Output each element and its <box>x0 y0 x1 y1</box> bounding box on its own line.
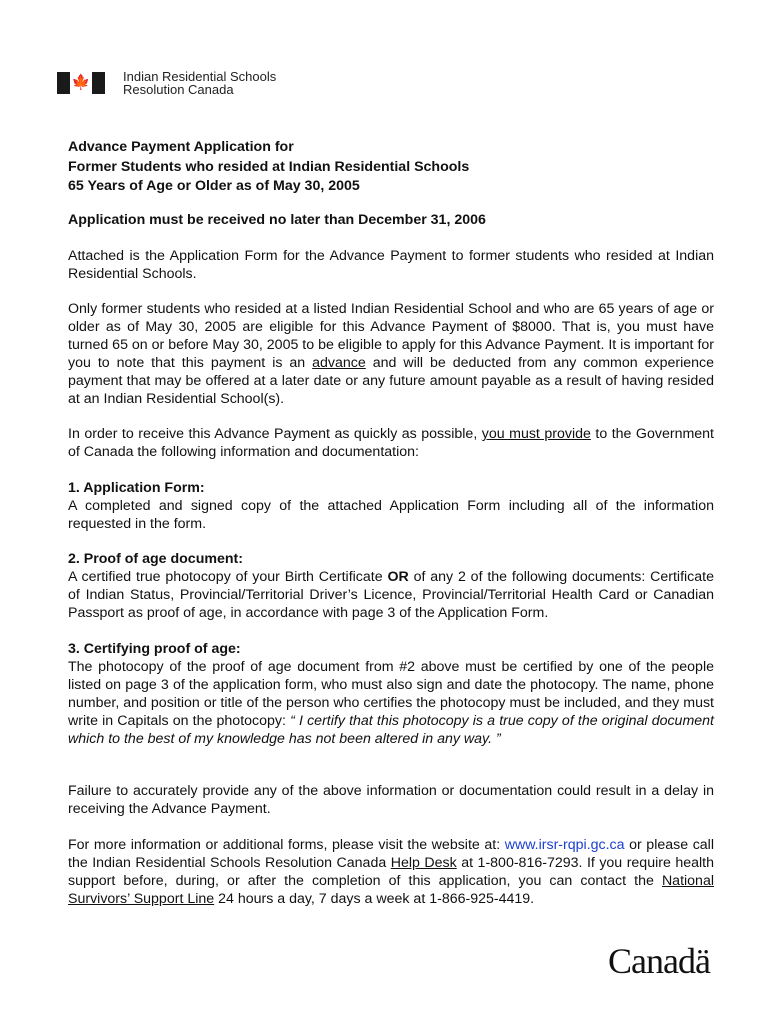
item-application-form <box>68 479 714 533</box>
support-line-label: National Survivors’ Support Line <box>68 873 714 907</box>
item-text <box>68 658 714 748</box>
text: at 1-800-816-7293. If you require health support before, during, or after the completion of this application, you can contact the <box>68 855 714 889</box>
text: and will be deducted from any common experience payment that may be offered at a later date or any future amount payable as a result of having resided at an Indian Residential School(s). <box>68 355 714 407</box>
text: A certified true photocopy of your Birth Certificate <box>68 569 388 585</box>
deadline-notice: Application must be received no later than December 31, 2006 <box>68 212 486 228</box>
eligibility-paragraph <box>68 300 714 408</box>
certification-statement: “ I certify that this photocopy is a true copy of the original document which to the best of my knowledge has not been altered in any way. ” <box>68 713 714 747</box>
failure-notice: Failure to accurately provide any of the above information or documentation could result in a delay in receiving the Advance Payment. <box>68 783 714 817</box>
item-heading: 3. Certifying proof of age: <box>68 641 241 657</box>
item-text <box>68 568 714 622</box>
text: Only former students who resided at a listed Indian Residential School and who are 65 years of age or older as of May 30, 2005 are eligible for this Advance Payment of $8000. That is, you must have turned 65 on or before May 30, 2005 to be eligible to apply for this Advance Payment. It is important for you to note that this payment is an <box>68 301 714 371</box>
item-text: A completed and signed copy of the attached Application Form including all of the information requested in the form. <box>68 498 714 532</box>
text: to the Government of Canada the following information and documentation: <box>68 426 715 460</box>
document-title <box>68 138 714 195</box>
org-name-line2: Resolution Canada <box>123 82 234 97</box>
help-desk-label: Help Desk <box>390 855 457 871</box>
text: The photocopy of the proof of age document from #2 above must be certified by one of the people listed on page 3 of the application form, who must also sign and date the photocopy. The name, phone number, and position or title of the person who certifies the photocopy must be included, and they must write in Capitals on the photocopy: <box>68 659 714 729</box>
title-line1: Advance Payment Application for <box>68 139 294 155</box>
advance-emphasis: advance <box>312 355 366 371</box>
text: 24 hours a day, 7 days a week at 1-866-925-4419. <box>214 891 535 907</box>
contact-paragraph <box>68 836 714 908</box>
text: or please call the Indian Residential Schools Resolution Canada <box>68 837 714 871</box>
canada-flag-icon: 🍁 <box>57 72 105 94</box>
intro-paragraph: Attached is the Application Form for the Advance Payment to former students who resided at Indian Residential Schools. <box>68 248 714 282</box>
or-emphasis: OR <box>387 569 409 585</box>
text: In order to receive this Advance Payment as quickly as possible, <box>68 426 482 442</box>
title-line3: 65 Years of Age or Older as of May 30, 2005 <box>68 178 360 194</box>
item-heading: 2. Proof of age document: <box>68 551 243 567</box>
must-provide-emphasis: you must provide <box>481 426 591 442</box>
item-certifying <box>68 640 714 748</box>
item-proof-of-age <box>68 550 714 622</box>
title-line2: Former Students who resided at Indian Residential Schools <box>68 158 470 175</box>
requirements-paragraph <box>68 425 714 461</box>
org-name-line1: Indian Residential Schools <box>123 69 277 84</box>
irsrc-logo <box>57 70 276 96</box>
canada-wordmark-logo: Canadä <box>608 941 710 981</box>
text: For more information or additional forms, please visit the website at: <box>68 837 505 853</box>
text: of any 2 of the following documents: Certificate of Indian Status, Provincial/Territorial Driver’s Licence, Provincial/Territorial Health Card or Canadian Passport as proof of age, in accordance with page 3 of the Application Form. <box>68 569 714 621</box>
website-link[interactable]: www.irsr-rqpi.gc.ca <box>504 837 625 853</box>
item-heading: 1. Application Form: <box>68 480 205 496</box>
